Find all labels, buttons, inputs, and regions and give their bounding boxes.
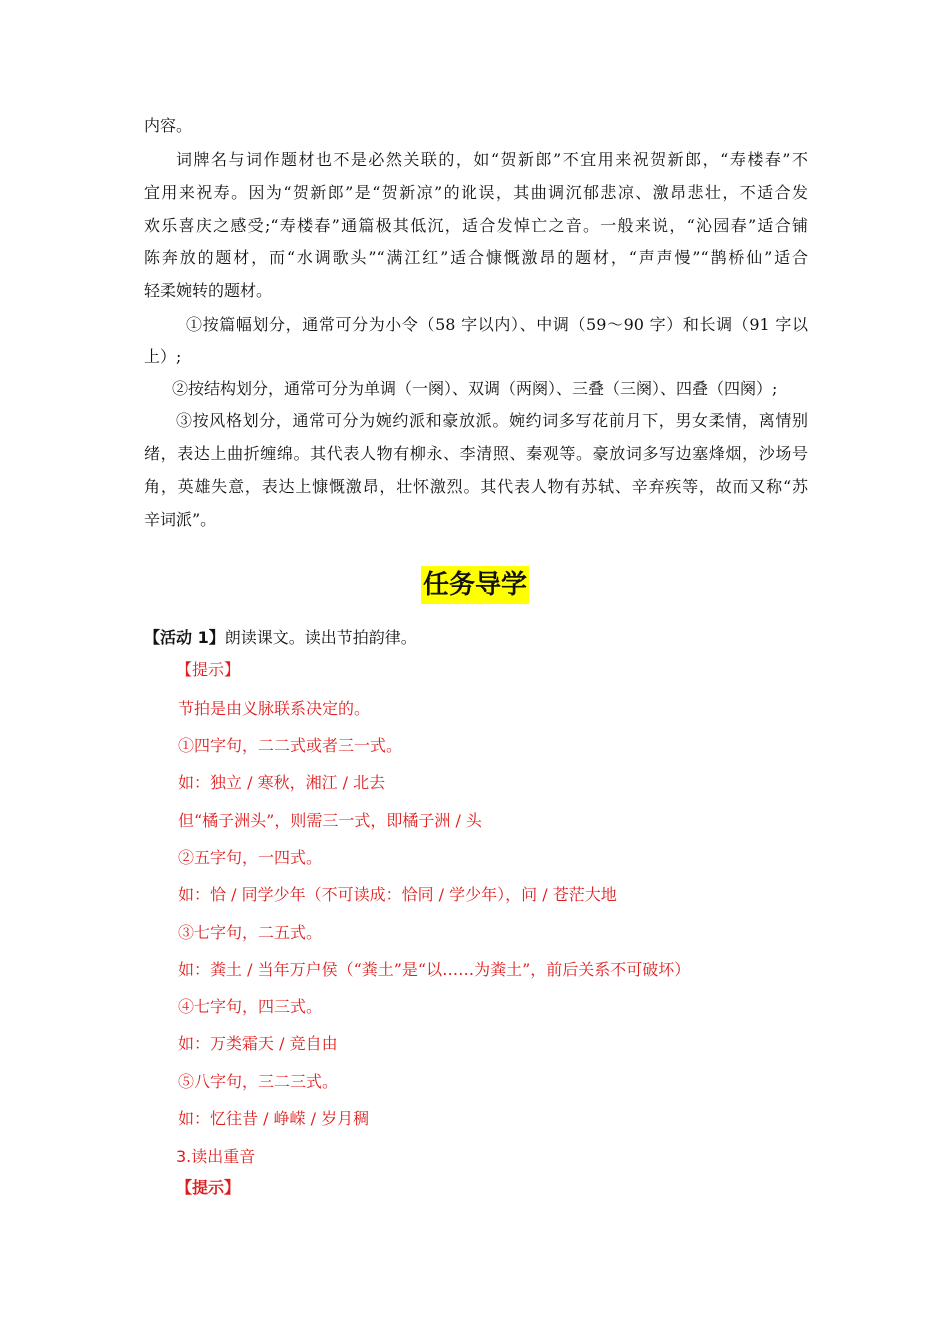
activity-1-text: 朗读课文。读出节拍韵律。 (224, 628, 417, 647)
classification-style-line-3: 角，英雄失意，表达上慷慨激昂，壮怀激烈。其代表人物有苏轼、辛弃疾等，故而又称“苏 (144, 477, 808, 496)
hint-label-2: 【提示】 (176, 1178, 241, 1197)
hint-line: 如：万类霜天 / 竞自由 (178, 1034, 338, 1053)
hint-line: ⑤八字句，三二三式。 (178, 1072, 339, 1091)
hint-line: ②五字句，一四式。 (178, 848, 323, 867)
hint-line: ③七字句，二五式。 (178, 923, 323, 942)
classification-length-line-1: ①按篇幅划分，通常可分为小令（58 字以内）、中调（59～90 字）和长调（91 字以 (186, 315, 808, 334)
hint-line: 如：独立 / 寒秋，湘江 / 北去 (178, 773, 386, 792)
classification-style-line-1: ③按风格划分，通常可分为婉约派和豪放派。婉约词多写花前月下，男女柔情，离情别 (176, 411, 808, 430)
paragraph-cipai-line-2: 宜用来祝寿。因为“贺新郎”是“贺新凉”的讹误，其曲调沉郁悲凉、激昂悲壮，不适合发 (144, 183, 808, 202)
hint-line: ④七字句，四三式。 (178, 997, 323, 1016)
classification-length-line-2: 上）; (144, 347, 182, 366)
hint-line: 如：恰 / 同学少年（不可读成：恰同 / 学少年），问 / 苍茫大地 (178, 885, 617, 904)
item-3-read-stress: 3.读出重音 (176, 1147, 256, 1166)
classification-style-line-4: 辛词派”。 (144, 510, 217, 529)
hint-line: 节拍是由义脉联系决定的。 (178, 699, 371, 718)
hint-label: 【提示】 (176, 660, 241, 679)
section-title: 任务导学 (421, 566, 529, 604)
section-title-wrap (0, 566, 950, 604)
classification-style-line-2: 绪，表达上曲折缠绵。其代表人物有柳永、李清照、秦观等。豪放词多写边塞烽烟，沙场号 (144, 444, 808, 463)
hint-line: 但“橘子洲头”，则需三一式，即橘子洲 / 头 (178, 811, 482, 830)
intro-paragraph-tail: 内容。 (144, 116, 193, 135)
paragraph-cipai-line-3: 欢乐喜庆之感受;“寿楼春”通篇极其低沉，适合发悼亡之音。一般来说，“沁园春”适合铺 (144, 216, 808, 235)
paragraph-cipai-line-4: 陈奔放的题材，而“水调歌头”“满江红”适合慷慨激昂的题材，“声声慢”“鹊桥仙”适合 (144, 248, 808, 267)
activity-1-heading (144, 626, 808, 650)
paragraph-cipai-line-1: 词牌名与词作题材也不是必然关联的，如“贺新郎”不宜用来祝贺新郎，“寿楼春”不 (176, 150, 808, 169)
paragraph-cipai-line-5: 轻柔婉转的题材。 (144, 281, 273, 300)
hint-line: ①四字句，二二式或者三一式。 (178, 736, 403, 755)
classification-structure: ②按结构划分，通常可分为单调（一阕）、双调（两阕）、三叠（三阕）、四叠（四阕）; (172, 379, 778, 398)
hint-line: 如：粪土 / 当年万户侯（“粪土”是“以……为粪土”，前后关系不可破坏） (178, 960, 691, 979)
hint-line: 如：忆往昔 / 峥嵘 / 岁月稠 (178, 1109, 370, 1128)
activity-1-label: 【活动 1】 (144, 628, 225, 647)
